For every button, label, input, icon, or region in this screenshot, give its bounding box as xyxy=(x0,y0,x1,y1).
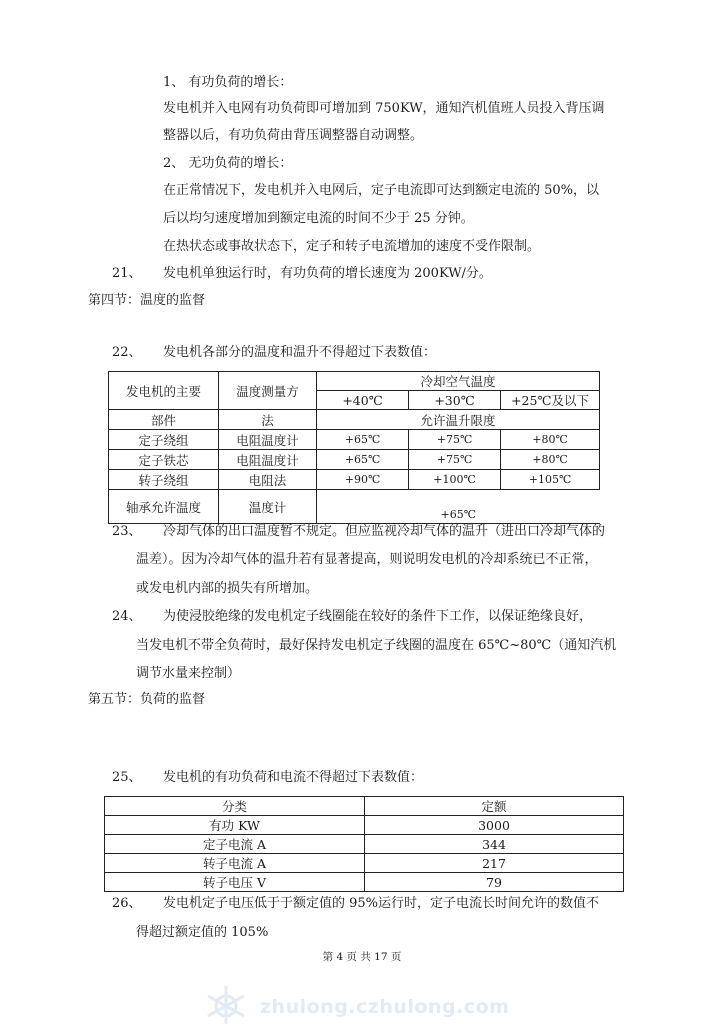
method-cell: 电阻温度计 xyxy=(219,450,317,470)
method-cell: 电阻温度计 xyxy=(219,430,317,450)
text-line: 1、 有功负荷的增长： xyxy=(163,75,293,90)
text-line: 在热状态或事故状态下，定子和转子电流增加的速度不受作限制。 xyxy=(163,239,541,254)
text-line: 得超过额定值的 105% xyxy=(136,925,269,940)
text-line: 发电机定子电压低于于额定值的 95%运行时，定子电流长时间允许的数值不 xyxy=(163,896,600,911)
header-part: 发电机的主要 xyxy=(109,372,219,410)
text-line: 后以均匀速度增加到额定电流的时间不少于 25 分钟。 xyxy=(163,211,474,226)
page-footer: 第 4 页 共 17 页 xyxy=(322,951,402,963)
header-part-line2: 部件 xyxy=(109,410,219,430)
value-cell: +80℃ xyxy=(501,450,600,470)
item-number: 21、 xyxy=(112,266,142,281)
rating-cell: 344 xyxy=(365,835,624,854)
temperature-table xyxy=(108,371,600,524)
rating-cell: 217 xyxy=(365,854,624,873)
header-method: 温度测量方 xyxy=(219,372,317,410)
item-number: 24、 xyxy=(112,609,142,624)
item-number: 23、 xyxy=(112,524,142,539)
section-heading: 第五节：负荷的监督 xyxy=(88,692,206,707)
value-cell: +75℃ xyxy=(409,430,501,450)
load-table xyxy=(104,796,624,892)
part-cell: 定子铁芯 xyxy=(109,450,219,470)
part-cell: 转子绕组 xyxy=(109,470,219,490)
cooling-col: +25℃及以下 xyxy=(501,391,600,410)
cooling-col: +30℃ xyxy=(409,391,501,410)
section-heading: 第四节：温度的监督 xyxy=(88,293,206,308)
value-cell: +65℃ xyxy=(317,450,409,470)
header-method-line2: 法 xyxy=(219,410,317,430)
value-cell: +100℃ xyxy=(409,470,501,490)
item-number: 22、 xyxy=(112,345,142,360)
text-line: 整器以后，有功负荷由背压调整器自动调整。 xyxy=(163,128,424,143)
value-cell: +65℃ xyxy=(317,430,409,450)
text-line: 在正常情况下，发电机并入电网后，定子电流即可达到额定电流的 50%，以 xyxy=(163,183,600,198)
item-number: 25、 xyxy=(112,770,142,785)
watermark: zhulong.czhulong.com xyxy=(260,996,510,1018)
text-line: 2、 无功负荷的增长： xyxy=(163,156,293,171)
cooling-col: +40℃ xyxy=(317,391,409,410)
method-cell: 电阻法 xyxy=(219,470,317,490)
category-cell: 转子电压 V xyxy=(105,873,365,892)
text-line: 调节水量来控制） xyxy=(136,666,241,681)
rating-cell: 79 xyxy=(365,873,624,892)
text-line: 当发电机不带全负荷时，最好保持发电机定子线圈的温度在 65℃~80℃（通知汽机 xyxy=(136,638,617,653)
text-line: 为使浸胶绝缘的发电机定子线圈能在较好的条件下工作，以保证绝缘良好， xyxy=(163,609,593,624)
category-cell: 定子电流 A xyxy=(105,835,365,854)
item-number: 26、 xyxy=(112,896,142,911)
value-cell: +75℃ xyxy=(409,450,501,470)
bearing-value: +65℃ xyxy=(317,490,600,524)
bearing-part: 轴承允许温度 xyxy=(109,490,219,524)
text-line: 温差）。因为冷却气体的温升若有显著提高，则说明发电机的冷却系统已不正常， xyxy=(136,552,598,567)
text-line: 冷却气体的出口温度暂不规定。但应监视冷却气体的温升（进出口冷却气体的 xyxy=(163,524,606,539)
header-rating: 定额 xyxy=(365,797,624,816)
text-line: 发电机单独运行时，有功负荷的增长速度为 200KW/分。 xyxy=(163,266,492,281)
part-cell: 定子绕组 xyxy=(109,430,219,450)
header-cooling-air: 冷却空气温度 xyxy=(317,372,600,391)
text-line: 发电机的有功负荷和电流不得超过下表数值： xyxy=(163,770,424,785)
text-line: 或发电机内部的损失有所增加。 xyxy=(136,581,319,596)
value-cell: +105℃ xyxy=(501,470,600,490)
text-line: 发电机各部分的温度和温升不得超过下表数值： xyxy=(163,345,437,360)
bearing-method: 温度计 xyxy=(219,490,317,524)
value-cell: +90℃ xyxy=(317,470,409,490)
value-cell: +80℃ xyxy=(501,430,600,450)
text-line: 发电机并入电网有功负荷即可增加到 750KW，通知汽机值班人员投入背压调 xyxy=(163,101,605,116)
header-category: 分类 xyxy=(105,797,365,816)
category-cell: 有功 KW xyxy=(105,816,365,835)
rating-cell: 3000 xyxy=(365,816,624,835)
category-cell: 转子电流 A xyxy=(105,854,365,873)
header-allowed-rise: 允许温升限度 xyxy=(317,410,600,430)
watermark-logo-icon xyxy=(200,982,252,1024)
